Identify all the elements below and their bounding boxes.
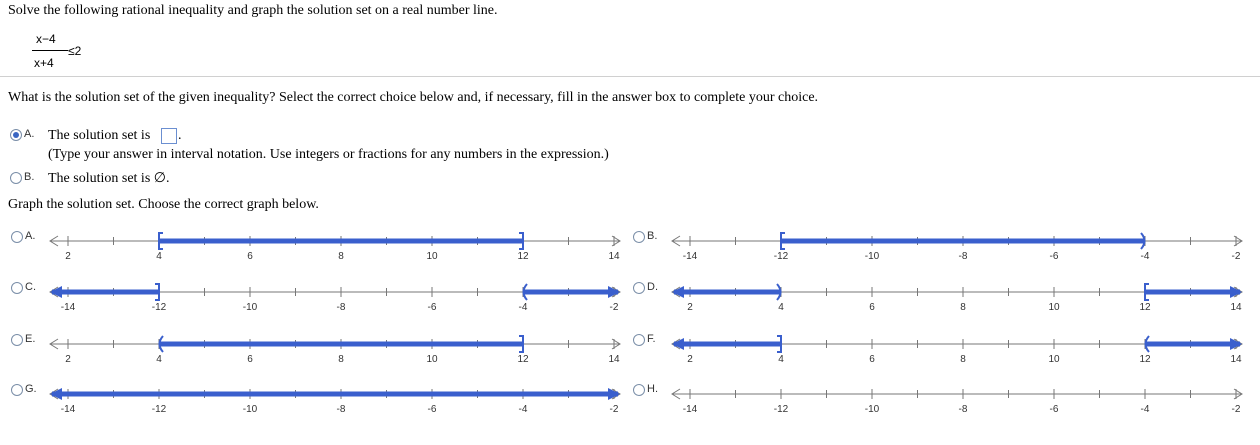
tick-label: 2 bbox=[65, 251, 71, 262]
number-line[interactable] bbox=[632, 229, 1252, 269]
tick-label: -10 bbox=[242, 302, 258, 313]
graph-letter: B. bbox=[647, 230, 658, 242]
tick-label: -6 bbox=[1049, 404, 1059, 415]
tick-label: -14 bbox=[682, 251, 698, 262]
graph-letter: F. bbox=[647, 333, 656, 345]
choice-a-text: The solution set is bbox=[48, 128, 151, 143]
number-line[interactable] bbox=[632, 382, 1252, 422]
graph-choice-b[interactable] bbox=[632, 229, 1252, 269]
tick-label: 8 bbox=[338, 251, 344, 262]
tick-label: -14 bbox=[60, 404, 76, 415]
tick-label: -4 bbox=[518, 404, 528, 415]
graph-letter: G. bbox=[25, 383, 37, 395]
tick-label: 4 bbox=[156, 251, 162, 262]
relation: ≤2 bbox=[68, 44, 82, 58]
tick-label: 10 bbox=[1048, 302, 1060, 313]
tick-label: 2 bbox=[687, 302, 693, 313]
divider bbox=[0, 76, 1260, 77]
period: . bbox=[178, 128, 182, 143]
fraction-bar bbox=[32, 50, 68, 51]
tick-label: 10 bbox=[426, 354, 438, 365]
tick-label: -8 bbox=[336, 302, 346, 313]
graph-letter: H. bbox=[647, 383, 658, 395]
tick-label: -6 bbox=[427, 302, 437, 313]
tick-label: -4 bbox=[1140, 404, 1150, 415]
tick-label: -2 bbox=[609, 404, 619, 415]
number-line[interactable] bbox=[632, 280, 1252, 320]
graph-prompt: Graph the solution set. Choose the correct graph below. bbox=[8, 197, 319, 212]
tick-label: 4 bbox=[778, 302, 784, 313]
tick-label: 14 bbox=[1230, 354, 1242, 365]
graph-letter: A. bbox=[25, 230, 36, 242]
choice-a-note: (Type your answer in interval notation. Use integers or fractions for any numbers in the expression.) bbox=[48, 147, 609, 162]
graph-choice-g[interactable] bbox=[10, 382, 630, 422]
tick-label: -10 bbox=[864, 404, 880, 415]
tick-label: -12 bbox=[773, 251, 789, 262]
tick-label: -14 bbox=[682, 404, 698, 415]
tick-label: 8 bbox=[960, 302, 966, 313]
tick-label: 4 bbox=[156, 354, 162, 365]
choice-a-letter: A. bbox=[24, 128, 35, 140]
tick-label: -8 bbox=[336, 404, 346, 415]
number-line[interactable] bbox=[10, 229, 630, 269]
tick-label: -4 bbox=[1140, 251, 1150, 262]
tick-label: 4 bbox=[778, 354, 784, 365]
problem-prompt: Solve the following rational inequality and graph the solution set on a real number line. bbox=[8, 3, 498, 18]
graph-letter: E. bbox=[25, 333, 36, 345]
graph-choice-f[interactable] bbox=[632, 332, 1252, 372]
question-text: What is the solution set of the given inequality? Select the correct choice below and, if necessary, fill in the answer box to complete your choice. bbox=[8, 90, 819, 105]
tick-label: -10 bbox=[864, 251, 880, 262]
choice-a-radio[interactable] bbox=[10, 129, 22, 141]
tick-label: -12 bbox=[151, 404, 167, 415]
tick-label: 12 bbox=[1139, 302, 1151, 313]
tick-label: 10 bbox=[1048, 354, 1060, 365]
tick-label: 10 bbox=[426, 251, 438, 262]
tick-label: -8 bbox=[958, 404, 968, 415]
tick-label: -12 bbox=[151, 302, 167, 313]
tick-label: 8 bbox=[338, 354, 344, 365]
answer-input-box[interactable] bbox=[161, 128, 177, 144]
number-line[interactable] bbox=[10, 332, 630, 372]
tick-label: -6 bbox=[427, 404, 437, 415]
tick-label: 8 bbox=[960, 354, 966, 365]
tick-label: -14 bbox=[60, 302, 76, 313]
graph-letter: D. bbox=[647, 281, 658, 293]
graph-letter: C. bbox=[25, 281, 36, 293]
tick-label: 14 bbox=[1230, 302, 1242, 313]
tick-label: 6 bbox=[247, 354, 253, 365]
tick-label: -2 bbox=[1231, 404, 1241, 415]
tick-label: -2 bbox=[609, 302, 619, 313]
graph-choice-c[interactable] bbox=[10, 280, 630, 320]
tick-label: -2 bbox=[1231, 251, 1241, 262]
tick-label: 14 bbox=[608, 354, 620, 365]
tick-label: 2 bbox=[687, 354, 693, 365]
choice-b-letter: B. bbox=[24, 171, 35, 183]
tick-label: -4 bbox=[518, 302, 528, 313]
tick-label: 6 bbox=[869, 302, 875, 313]
graph-choice-a[interactable] bbox=[10, 229, 630, 269]
tick-label: 2 bbox=[65, 354, 71, 365]
graph-choice-h[interactable] bbox=[632, 382, 1252, 422]
graph-choice-d[interactable] bbox=[632, 280, 1252, 320]
tick-label: 12 bbox=[517, 354, 529, 365]
tick-label: -8 bbox=[958, 251, 968, 262]
tick-label: 6 bbox=[869, 354, 875, 365]
tick-label: 14 bbox=[608, 251, 620, 262]
number-line[interactable] bbox=[10, 382, 630, 422]
choice-b-radio[interactable] bbox=[10, 172, 22, 184]
denominator: x+4 bbox=[34, 56, 54, 70]
number-line[interactable] bbox=[10, 280, 630, 320]
tick-label: -12 bbox=[773, 404, 789, 415]
tick-label: 12 bbox=[1139, 354, 1151, 365]
choice-b-text: The solution set is ∅. bbox=[48, 171, 170, 186]
tick-label: 6 bbox=[247, 251, 253, 262]
tick-label: -10 bbox=[242, 404, 258, 415]
tick-label: 12 bbox=[517, 251, 529, 262]
graph-choice-e[interactable] bbox=[10, 332, 630, 372]
number-line[interactable] bbox=[632, 332, 1252, 372]
tick-label: -6 bbox=[1049, 251, 1059, 262]
numerator: x−4 bbox=[36, 32, 56, 46]
